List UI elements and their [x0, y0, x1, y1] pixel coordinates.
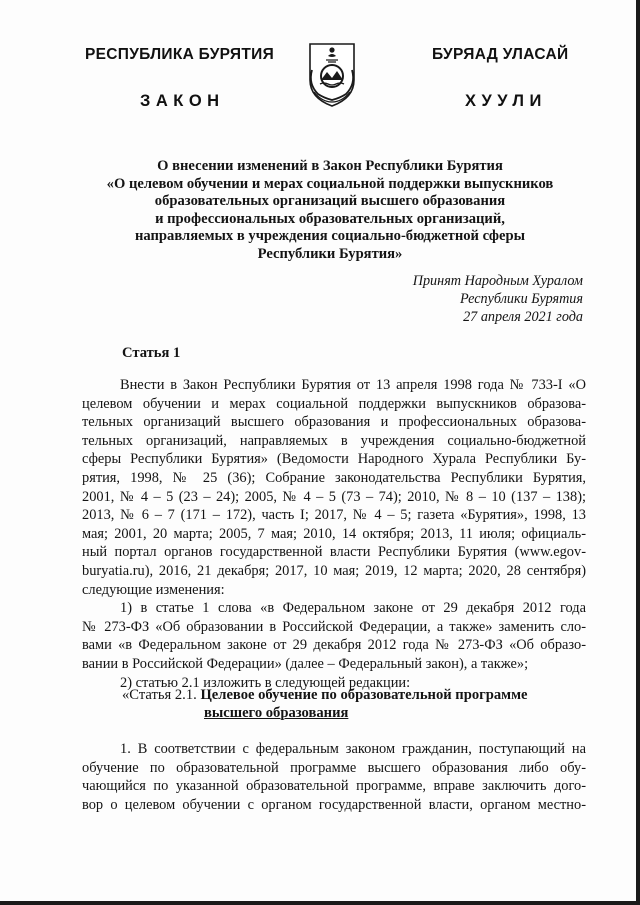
- body-line: целевом обучении и мерах социальной поддержки выпускников образова-: [82, 395, 586, 412]
- title-line: О внесении изменений в Закон Республики Бурятия: [157, 158, 503, 174]
- body-line: № 273-ФЗ «Об образовании в Российской Федерации, а также» заменить сло-: [82, 618, 586, 635]
- header-law-bua: ХУУЛИ: [465, 92, 547, 110]
- body-line: 2013, № 6 – 7 (171 – 172), часть I; 2017, № 4 – 5; газета «Бурятия», 1998, 13: [82, 507, 586, 524]
- body-line: 1) в статье 1 слова «в Федеральном законе от 29 декабря 2012 года: [120, 600, 586, 617]
- body-line: обучение по образовательной программе высшего образования либо обу-: [82, 759, 586, 776]
- body-line: тельных организаций высшего образования и профессиональных образова-: [82, 414, 586, 431]
- body-line: 2) статью 2.1 изложить в следующей редакции:: [120, 674, 411, 691]
- adoption-line: 27 апреля 2021 года: [463, 309, 583, 325]
- body-line: вор о целевом обучении с органом государственной власти, органом местно-: [82, 796, 586, 813]
- body-line: 2001, № 4 – 5 (23 – 24); 2005, № 4 – 5 (73 – 74); 2010, № 8 – 10 (137 – 138);: [82, 488, 586, 505]
- article-1-heading: Статья 1: [122, 345, 181, 361]
- title-line: направляемых в учреждения социально-бюджетной сферы: [135, 228, 525, 244]
- body-line: чающийся по указанной образовательной программе, вправе заключить дого-: [82, 778, 586, 795]
- title-line: Республики Бурятия»: [257, 245, 403, 262]
- body-line: 1. В соответствии с федеральным законом гражданин, поступающий на: [120, 741, 586, 757]
- body-line: вании в Российской Федерации» (далее – Федеральный закон), а также»;: [82, 655, 529, 672]
- scan-edge-right: [636, 0, 640, 905]
- adoption-line: Принят Народным Хуралом: [412, 273, 583, 289]
- article-1-body: [82, 376, 586, 692]
- coat-of-arms-icon: [304, 40, 360, 108]
- article-2-1-title-cont: высшего образования: [204, 705, 349, 721]
- body-line: buryatia.ru), 2016, 21 декабря; 2017, 10 мая; 2019, 12 марта; 2020, 28 сентября): [82, 562, 586, 579]
- title-line: «О целевом обучении и мерах социальной поддержки выпускников: [106, 175, 554, 192]
- article-2-1-number: «Статья 2.1.: [122, 687, 197, 703]
- article-2-1-body: [82, 740, 586, 814]
- body-line: рятия, 1998, № 25 (36); Собрание законодательства Республики Бурятия,: [82, 469, 586, 486]
- article-2-1-title: Целевое обучение по образовательной программе: [200, 687, 528, 703]
- title-line: образовательных организаций высшего образования: [154, 193, 506, 209]
- header-republic-bua: БУРЯАД УЛАСАЙ: [432, 46, 569, 63]
- body-line: следующие изменения:: [82, 581, 225, 598]
- body-line: мая; 2001, 20 марта; 2005, 7 мая; 2010, 14 октября; 2013, 11 июля; официаль-: [82, 525, 586, 542]
- law-title: [80, 158, 580, 263]
- body-line: сферы Республики Бурятия» (Ведомости Народного Хурала Республики Бу-: [82, 451, 586, 468]
- body-line: ный портал органов государственной власти Республики Бурятия (www.egov-: [82, 544, 586, 561]
- header-law-ru: ЗАКОН: [140, 92, 225, 110]
- title-line: и профессиональных образовательных организаций,: [155, 210, 505, 227]
- adoption-note: [380, 272, 583, 326]
- body-line: вами «в Федеральном законе от 29 декабря 2012 года № 273-ФЗ «Об образо-: [82, 637, 586, 654]
- scan-edge-bottom: [0, 901, 640, 905]
- article-2-1-heading: [122, 686, 528, 722]
- body-line: тельных организаций, направляемых в учреждения социально-бюджетной: [82, 432, 586, 449]
- header-republic-ru: РЕСПУБЛИКА БУРЯТИЯ: [85, 46, 275, 63]
- body-line: Внести в Закон Республики Бурятия от 13 апреля 1998 года № 733-I «О: [120, 377, 586, 393]
- adoption-line: Республики Бурятия: [459, 291, 583, 307]
